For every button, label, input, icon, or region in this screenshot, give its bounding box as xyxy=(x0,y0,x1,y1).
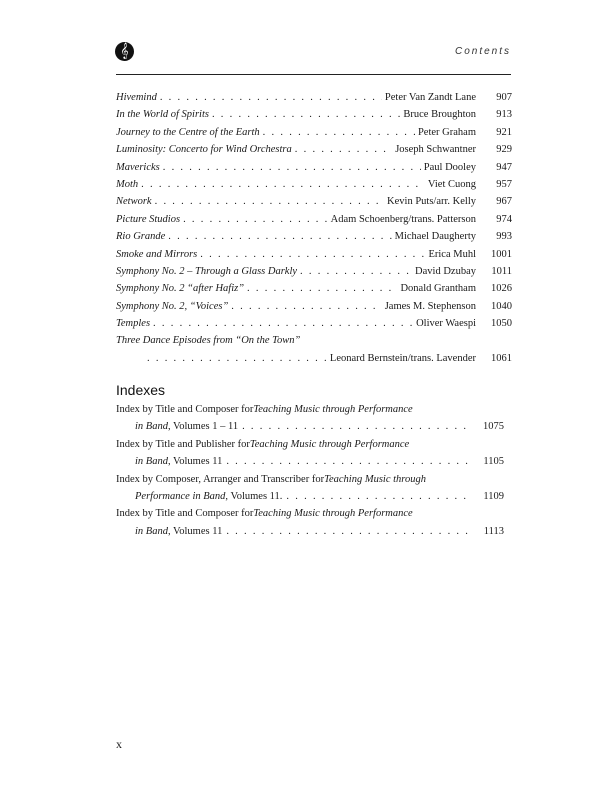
index-text: , Volumes 1 – 11 xyxy=(167,421,239,433)
index-book-title: Teaching Music through xyxy=(324,473,426,485)
entry-composer: Adam Schoenberg/trans. Patterson xyxy=(330,213,476,225)
contents-entry[interactable] xyxy=(116,196,512,213)
contents-entry[interactable] xyxy=(116,318,512,335)
index-text: Index by Title and Composer for xyxy=(116,508,254,520)
index-book-title: in Band xyxy=(135,525,168,537)
entry-composer: Donald Grantham xyxy=(400,283,476,295)
entry-title: Moth xyxy=(116,178,139,190)
entry-title: Rio Grande xyxy=(116,231,166,243)
entry-page: 1026 xyxy=(491,283,512,295)
contents-entry[interactable] xyxy=(116,126,512,144)
entry-composer: Kevin Puts/arr. Kelly xyxy=(387,196,476,208)
entry-composer: Bruce Broughton xyxy=(403,109,476,121)
dot-leader xyxy=(200,249,425,260)
entry-composer: David Dzubay xyxy=(415,265,476,277)
index-entry-line1[interactable] xyxy=(116,508,504,525)
entry-composer: Joseph Schwantner xyxy=(395,144,476,156)
index-text: , Volumes 11 xyxy=(167,456,223,468)
contents-entry[interactable] xyxy=(116,283,512,300)
index-entry-line2[interactable] xyxy=(116,456,504,473)
index-book-title: in Band xyxy=(135,456,168,468)
page-folio: x xyxy=(116,737,122,751)
index-entry-line1[interactable] xyxy=(116,404,504,421)
entry-composer: Michael Daugherty xyxy=(394,231,476,243)
entry-composer: Oliver Waespi xyxy=(416,318,476,330)
dot-leader xyxy=(183,214,328,225)
index-page: 1075 xyxy=(483,421,504,433)
dot-leader xyxy=(263,127,415,138)
entry-title: Mavericks xyxy=(116,161,160,173)
contents-entry[interactable] xyxy=(116,300,512,318)
entry-page: 993 xyxy=(496,231,512,243)
index-entry-line1[interactable] xyxy=(116,474,504,491)
entry-page: 1050 xyxy=(491,318,512,330)
entry-page: 929 xyxy=(496,144,512,156)
contents-entry[interactable] xyxy=(116,265,512,283)
entry-title: Temples xyxy=(116,318,151,330)
dot-leader xyxy=(141,179,425,190)
index-page: 1113 xyxy=(483,525,504,537)
index-text: Index by Composer, Arranger and Transcriber for xyxy=(116,473,325,485)
entry-page: 1001 xyxy=(491,248,512,260)
dot-leader xyxy=(231,301,381,312)
entry-title: Symphony No. 2, “Voices” xyxy=(116,300,229,312)
index-book-title: Teaching Music through Performance xyxy=(253,508,413,520)
index-book-title: in Band xyxy=(135,421,168,433)
dot-leader xyxy=(153,318,413,329)
index-entry-line2[interactable] xyxy=(116,526,504,543)
index-text: , Volumes 11 xyxy=(167,525,223,537)
entry-page: 1061 xyxy=(491,352,512,364)
entry-page: 957 xyxy=(496,178,512,190)
contents-entry[interactable] xyxy=(116,109,512,126)
entry-page: 907 xyxy=(496,92,512,103)
dot-leader xyxy=(155,196,384,207)
dot-leader xyxy=(242,421,470,432)
index-page: 1105 xyxy=(483,456,504,468)
contents-entry-title-line[interactable] xyxy=(116,335,476,352)
contents-entry[interactable] xyxy=(116,178,512,196)
entry-composer: Erica Muhl xyxy=(428,248,476,260)
dot-leader xyxy=(300,266,412,277)
section-heading-indexes: Indexes xyxy=(116,382,166,398)
entry-page: 967 xyxy=(496,196,512,208)
contents-entry[interactable] xyxy=(116,144,512,161)
index-book-title: Teaching Music through Performance xyxy=(253,404,413,415)
entry-title: Three Dance Episodes from “On the Town” xyxy=(116,335,301,347)
dot-leader xyxy=(160,92,382,103)
entry-page: 947 xyxy=(496,161,512,173)
running-head: Contents xyxy=(454,46,511,57)
entry-composer: James M. Stephenson xyxy=(384,300,476,312)
entry-page: 1040 xyxy=(491,300,512,312)
entry-page: 921 xyxy=(496,126,512,138)
dot-leader xyxy=(163,162,421,173)
entry-page: 913 xyxy=(496,109,512,121)
header-rule xyxy=(116,74,511,75)
contents-list xyxy=(116,92,512,370)
dot-leader xyxy=(286,491,470,502)
index-entry-line2[interactable] xyxy=(116,421,504,438)
index-book-title: Performance in Band xyxy=(135,490,226,502)
entry-title: Picture Studios xyxy=(116,213,181,225)
entry-composer: Peter Graham xyxy=(417,126,476,138)
contents-entry[interactable] xyxy=(116,161,512,179)
index-book-title: Teaching Music through Performance xyxy=(249,438,410,450)
entry-title: Network xyxy=(116,196,152,208)
entry-composer: Viet Cuong xyxy=(427,178,476,190)
entry-composer: Paul Dooley xyxy=(423,161,476,173)
clef-logo-icon: 𝄞 xyxy=(115,42,134,61)
indexes-list xyxy=(116,404,504,543)
dot-leader xyxy=(226,456,470,467)
contents-entry-continuation[interactable] xyxy=(116,352,512,370)
entry-page: 974 xyxy=(496,213,512,225)
index-page: 1109 xyxy=(483,490,504,502)
dot-leader xyxy=(147,353,327,364)
contents-entry[interactable] xyxy=(116,213,512,231)
index-entry-line2[interactable] xyxy=(116,491,504,508)
contents-entry[interactable] xyxy=(116,231,512,248)
entry-title: Journey to the Centre of the Earth xyxy=(116,126,260,138)
entry-title: Symphony No. 2 – Through a Glass Darkly xyxy=(116,265,298,277)
contents-entry[interactable] xyxy=(116,248,512,266)
index-text: Index by Title and Publisher for xyxy=(116,438,250,450)
entry-title: In the World of Spirits xyxy=(116,109,209,121)
contents-entry[interactable] xyxy=(116,92,512,109)
index-entry-line1[interactable] xyxy=(116,439,504,456)
entry-title: Luminosity: Concerto for Wind Orchestra xyxy=(116,144,292,156)
dot-leader xyxy=(212,109,400,120)
entry-composer: Leonard Bernstein/trans. Lavender xyxy=(329,352,476,364)
index-text: Index by Title and Composer for xyxy=(116,404,254,415)
dot-leader xyxy=(168,231,391,242)
dot-leader xyxy=(295,144,392,155)
entry-page: 1011 xyxy=(491,265,512,277)
entry-title: Hivemind xyxy=(116,92,157,103)
dot-leader xyxy=(247,283,397,294)
dot-leader xyxy=(226,526,470,537)
entry-composer: Peter Van Zandt Lane xyxy=(384,92,476,103)
index-text: , Volumes 11. xyxy=(225,490,283,502)
entry-title: Smoke and Mirrors xyxy=(116,248,198,260)
entry-title: Symphony No. 2 “after Hafiz” xyxy=(116,283,245,295)
